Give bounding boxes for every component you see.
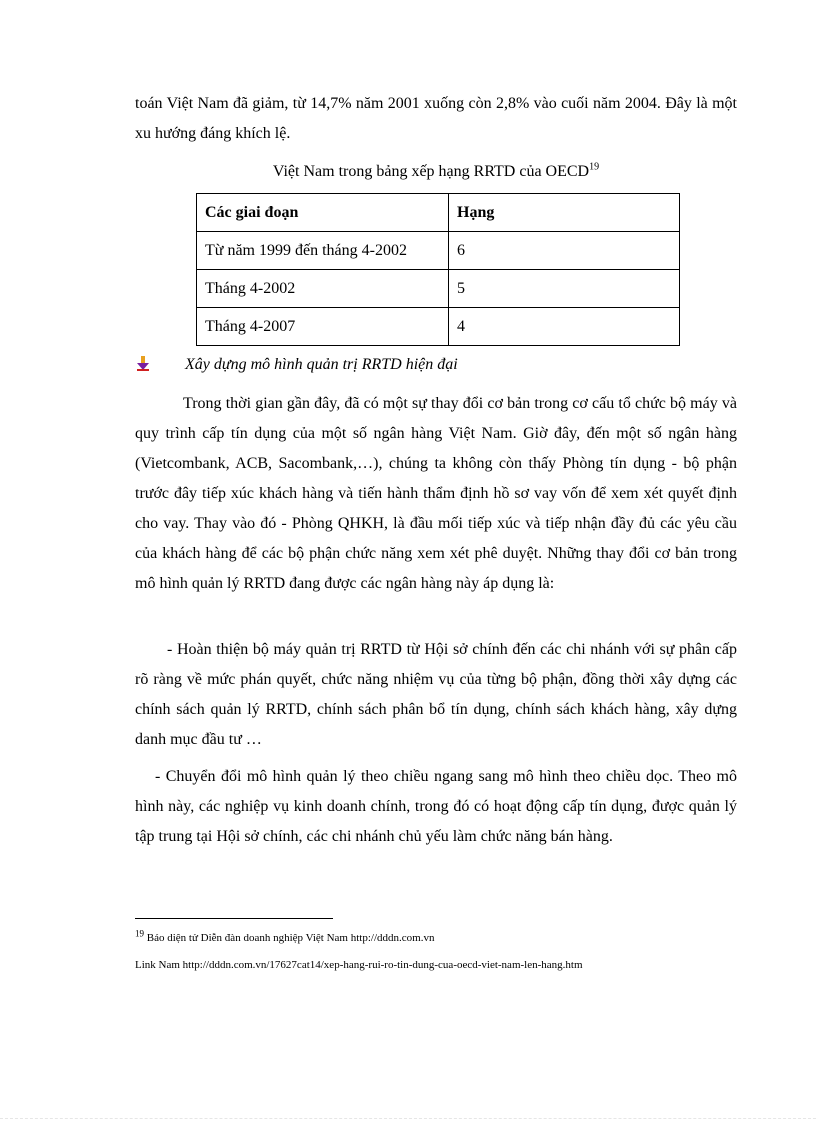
cell-period: Tháng 4-2002 xyxy=(197,270,449,308)
footnote-number: 19 xyxy=(135,928,144,939)
table-caption-text: Việt Nam trong bảng xếp hạng RRTD của OECD xyxy=(272,163,590,180)
footnote-line-2: Link Nam http://dddn.com.vn/17627cat14/xep-hang-rui-ro-tin-dung-cua-oecd-viet-nam-len-hang.htm xyxy=(135,959,583,971)
table-row xyxy=(197,270,680,308)
body-paragraph-2: - Hoàn thiện bộ máy quản trị RRTD từ Hội sở chính đến các chi nhánh với sự phân cấp rõ ràng về mức phán quyết, chức năng nhiệm vụ của từng bộ phận, đồng thời xây dựng các chính sách quản lý RRTD, chính sách phân bổ tín dụng, chính sách khách hàng, xây dựng danh mục đầu tư … xyxy=(135,641,737,748)
cell-rank: 5 xyxy=(449,270,680,308)
header-period: Các giai đoạn xyxy=(197,194,449,232)
table-row xyxy=(197,308,680,346)
caption-footnote-ref[interactable]: 19 xyxy=(589,161,600,173)
table-header-row xyxy=(197,194,680,232)
section-heading xyxy=(135,352,737,378)
cell-rank: 4 xyxy=(449,308,680,346)
section-heading-text: Xây dựng mô hình quản trị RRTD hiện đại xyxy=(185,356,458,373)
footnote-separator xyxy=(135,918,333,919)
page-bottom-border xyxy=(0,1118,816,1119)
intro-paragraph: toán Việt Nam đã giảm, từ 14,7% năm 2001 xuống còn 2,8% vào cuối năm 2004. Đây là một xu hướng đáng khích lệ. xyxy=(135,95,737,142)
cell-period: Từ năm 1999 đến tháng 4-2002 xyxy=(197,232,449,270)
table-row xyxy=(197,232,680,270)
body-paragraph-1: Trong thời gian gần đây, đã có một sự thay đổi cơ bản trong cơ cấu tổ chức bộ máy và quy trình cấp tín dụng của một số ngân hàng Việt Nam. Giờ đây, đến một số ngân hàng (Vietcombank, ACB, Sacombank,…), chúng ta không còn thấy Phòng tín dụng - bộ phận trước đây tiếp xúc khách hàng và tiến hành thẩm định hồ sơ vay vốn để xem xét quyết định cho vay. Thay vào đó - Phòng QHKH, là đầu mối tiếp xúc và tiếp nhận đầy đủ các yêu cầu của khách hàng để các bộ phận chức năng xem xét phê duyệt. Những thay đổi cơ bản trong mô hình quản lý RRTD đang được các ngân hàng này áp dụng là: xyxy=(135,395,737,592)
arrow-bullet-icon xyxy=(135,356,151,372)
ranking-table xyxy=(196,193,680,346)
footnote-line-1 xyxy=(135,930,755,946)
footnote-text: Báo diện tử Diễn đàn doanh nghiệp Việt Nam http://dddn.com.vn xyxy=(146,932,435,944)
cell-period: Tháng 4-2007 xyxy=(197,308,449,346)
body-paragraph-3: - Chuyển đổi mô hình quản lý theo chiều ngang sang mô hình theo chiều dọc. Theo mô hình này, các nghiệp vụ kinh doanh chính, trong đó có hoạt động cấp tín dụng, được quản lý tập trung tại Hội sở chính, các chi nhánh chủ yếu làm chức năng bán hàng. xyxy=(135,768,737,845)
header-rank: Hạng xyxy=(449,194,680,232)
table-caption xyxy=(135,160,737,184)
cell-rank: 6 xyxy=(449,232,680,270)
